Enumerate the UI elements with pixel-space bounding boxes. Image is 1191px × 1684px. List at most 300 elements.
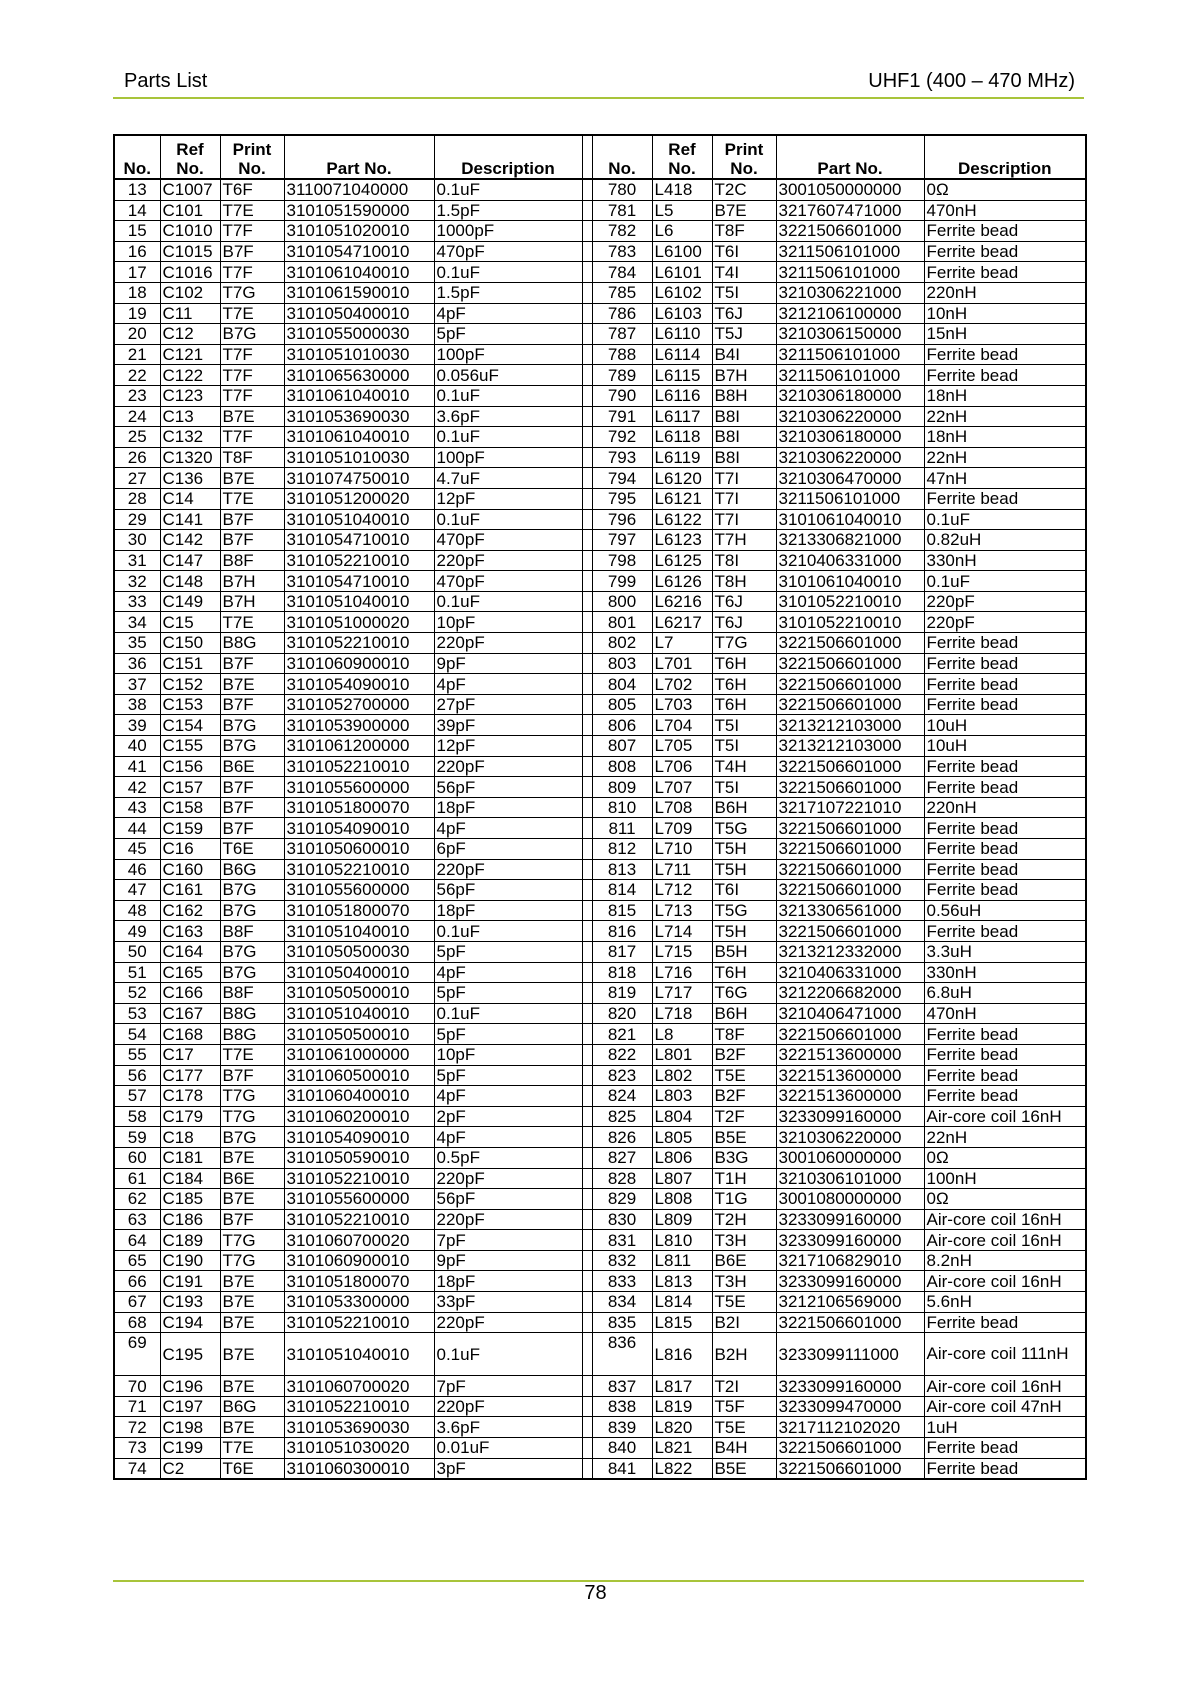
cell-left-no: 49 xyxy=(114,921,160,942)
cell-left-part-no: 3110071040000 xyxy=(284,179,434,200)
cell-left-description: 0.1uF xyxy=(434,1333,582,1376)
cell-right-print-no: T8H xyxy=(712,571,776,592)
cell-left-description: 1000pF xyxy=(434,221,582,242)
cell-left-description: 220pF xyxy=(434,1396,582,1417)
cell-left-description: 0.1uF xyxy=(434,509,582,530)
table-row xyxy=(114,756,1086,777)
table-row xyxy=(114,962,1086,983)
cell-left-description: 18pF xyxy=(434,1271,582,1292)
cell-left-ref-no: C102 xyxy=(160,282,220,303)
cell-right-print-no: T5H xyxy=(712,921,776,942)
cell-left-no: 74 xyxy=(114,1458,160,1479)
cell-left-no: 73 xyxy=(114,1438,160,1459)
cell-right-print-no: B3G xyxy=(712,1147,776,1168)
cell-right-print-no: B4I xyxy=(712,344,776,365)
table-row xyxy=(114,282,1086,303)
cell-left-description: 1.5pF xyxy=(434,282,582,303)
cell-left-ref-no: C158 xyxy=(160,797,220,818)
table-row xyxy=(114,179,1086,200)
cell-right-description: Ferrite bead xyxy=(924,262,1086,283)
cell-right-description: Ferrite bead xyxy=(924,1044,1086,1065)
cell-right-part-no: 3233099111000 xyxy=(776,1333,924,1376)
column-separator xyxy=(582,736,592,757)
cell-left-part-no: 3101061200000 xyxy=(284,736,434,757)
column-separator xyxy=(582,921,592,942)
cell-left-print-no: T7F xyxy=(220,221,284,242)
cell-left-description: 5pF xyxy=(434,1024,582,1045)
cell-right-no: 819 xyxy=(592,983,652,1004)
cell-left-ref-no: C163 xyxy=(160,921,220,942)
cell-right-print-no: T6H xyxy=(712,694,776,715)
cell-left-ref-no: C101 xyxy=(160,200,220,221)
cell-right-no: 810 xyxy=(592,797,652,818)
cell-right-description: Air-core coil 111nH xyxy=(924,1333,1086,1376)
table-row xyxy=(114,1458,1086,1479)
cell-left-part-no: 3101050590010 xyxy=(284,1147,434,1168)
cell-left-ref-no: C1010 xyxy=(160,221,220,242)
cell-right-print-no: T5G xyxy=(712,900,776,921)
cell-right-no: 804 xyxy=(592,674,652,695)
cell-right-print-no: T6H xyxy=(712,674,776,695)
cell-right-description: Ferrite bead xyxy=(924,653,1086,674)
cell-right-description: Air-core coil 16nH xyxy=(924,1271,1086,1292)
table-row xyxy=(114,653,1086,674)
cell-left-no: 27 xyxy=(114,468,160,489)
cell-left-no: 19 xyxy=(114,303,160,324)
cell-right-description: 220nH xyxy=(924,282,1086,303)
cell-right-no: 832 xyxy=(592,1250,652,1271)
cell-right-part-no: 3233099160000 xyxy=(776,1106,924,1127)
cell-left-description: 10pF xyxy=(434,1044,582,1065)
cell-left-description: 4pF xyxy=(434,1086,582,1107)
cell-right-part-no: 3210306221000 xyxy=(776,282,924,303)
cell-left-print-no: T7G xyxy=(220,1086,284,1107)
cell-right-part-no: 3217112102020 xyxy=(776,1417,924,1438)
cell-left-print-no: T7E xyxy=(220,1044,284,1065)
cell-right-description: 22nH xyxy=(924,447,1086,468)
cell-left-no: 36 xyxy=(114,653,160,674)
cell-right-print-no: T4H xyxy=(712,756,776,777)
cell-right-part-no: 3101061040010 xyxy=(776,509,924,530)
cell-right-part-no: 3221506601000 xyxy=(776,756,924,777)
cell-left-ref-no: C162 xyxy=(160,900,220,921)
cell-left-print-no: T7E xyxy=(220,612,284,633)
cell-left-print-no: T7G xyxy=(220,1250,284,1271)
cell-right-no: 817 xyxy=(592,941,652,962)
cell-left-description: 2pF xyxy=(434,1106,582,1127)
cell-right-part-no: 3217107221010 xyxy=(776,797,924,818)
cell-left-description: 4pF xyxy=(434,674,582,695)
col-header-print-no: Print No. xyxy=(712,135,776,179)
cell-left-part-no: 3101051040010 xyxy=(284,1003,434,1024)
cell-left-ref-no: C186 xyxy=(160,1209,220,1230)
cell-right-ref-no: L6117 xyxy=(652,406,712,427)
cell-left-print-no: B7H xyxy=(220,571,284,592)
cell-left-description: 0.1uF xyxy=(434,921,582,942)
cell-left-part-no: 3101052210010 xyxy=(284,756,434,777)
column-separator xyxy=(582,1044,592,1065)
cell-left-ref-no: C15 xyxy=(160,612,220,633)
table-row xyxy=(114,715,1086,736)
cell-left-print-no: T6E xyxy=(220,839,284,860)
cell-left-part-no: 3101053300000 xyxy=(284,1292,434,1313)
cell-right-ref-no: L803 xyxy=(652,1086,712,1107)
cell-left-ref-no: C193 xyxy=(160,1292,220,1313)
cell-right-no: 802 xyxy=(592,633,652,654)
cell-right-description: 10uH xyxy=(924,715,1086,736)
cell-left-part-no: 3101052210010 xyxy=(284,1168,434,1189)
cell-right-part-no: 3210306220000 xyxy=(776,1127,924,1148)
cell-right-ref-no: L822 xyxy=(652,1458,712,1479)
cell-right-ref-no: L6115 xyxy=(652,365,712,386)
cell-left-no: 20 xyxy=(114,324,160,345)
cell-right-print-no: B8I xyxy=(712,406,776,427)
cell-left-no: 62 xyxy=(114,1189,160,1210)
cell-right-description: Ferrite bead xyxy=(924,674,1086,695)
cell-left-no: 21 xyxy=(114,344,160,365)
cell-left-part-no: 3101054710010 xyxy=(284,530,434,551)
column-separator xyxy=(582,488,592,509)
cell-right-ref-no: L718 xyxy=(652,1003,712,1024)
cell-left-print-no: B7F xyxy=(220,818,284,839)
table-row xyxy=(114,303,1086,324)
cell-left-ref-no: C132 xyxy=(160,427,220,448)
column-separator xyxy=(582,983,592,1004)
cell-left-description: 5pF xyxy=(434,1065,582,1086)
cell-left-ref-no: C191 xyxy=(160,1271,220,1292)
cell-left-no: 61 xyxy=(114,1168,160,1189)
cell-left-no: 23 xyxy=(114,385,160,406)
cell-left-description: 56pF xyxy=(434,777,582,798)
cell-right-no: 785 xyxy=(592,282,652,303)
cell-right-ref-no: L808 xyxy=(652,1189,712,1210)
cell-right-print-no: T6I xyxy=(712,241,776,262)
cell-right-description: 18nH xyxy=(924,427,1086,448)
cell-right-ref-no: L6217 xyxy=(652,612,712,633)
cell-right-part-no: 3101052210010 xyxy=(776,591,924,612)
cell-right-ref-no: L701 xyxy=(652,653,712,674)
cell-left-part-no: 3101054710010 xyxy=(284,571,434,592)
cell-left-part-no: 3101052210010 xyxy=(284,859,434,880)
cell-left-print-no: B6G xyxy=(220,859,284,880)
cell-left-no: 59 xyxy=(114,1127,160,1148)
cell-right-no: 814 xyxy=(592,880,652,901)
cell-left-part-no: 3101050500010 xyxy=(284,983,434,1004)
cell-left-part-no: 3101051800070 xyxy=(284,797,434,818)
table-row xyxy=(114,818,1086,839)
cell-left-description: 5pF xyxy=(434,324,582,345)
cell-right-ref-no: L6 xyxy=(652,221,712,242)
cell-right-no: 830 xyxy=(592,1209,652,1230)
cell-right-description: Ferrite bead xyxy=(924,1024,1086,1045)
cell-left-part-no: 3101060200010 xyxy=(284,1106,434,1127)
cell-left-no: 51 xyxy=(114,962,160,983)
cell-right-ref-no: L716 xyxy=(652,962,712,983)
cell-right-ref-no: L806 xyxy=(652,1147,712,1168)
cell-left-no: 69 xyxy=(114,1333,160,1376)
cell-right-ref-no: L810 xyxy=(652,1230,712,1251)
cell-right-ref-no: L820 xyxy=(652,1417,712,1438)
table-row xyxy=(114,509,1086,530)
cell-left-print-no: T6F xyxy=(220,179,284,200)
cell-left-ref-no: C151 xyxy=(160,653,220,674)
cell-left-description: 0.1uF xyxy=(434,179,582,200)
column-separator xyxy=(582,135,592,179)
cell-left-description: 0.056uF xyxy=(434,365,582,386)
cell-left-ref-no: C156 xyxy=(160,756,220,777)
cell-right-no: 818 xyxy=(592,962,652,983)
cell-right-description: 6.8uH xyxy=(924,983,1086,1004)
cell-right-part-no: 3221506601000 xyxy=(776,674,924,695)
table-row xyxy=(114,797,1086,818)
cell-right-part-no: 3221506601000 xyxy=(776,221,924,242)
cell-right-no: 794 xyxy=(592,468,652,489)
table-row xyxy=(114,1209,1086,1230)
column-separator xyxy=(582,365,592,386)
cell-left-print-no: T7E xyxy=(220,303,284,324)
cell-left-print-no: B7E xyxy=(220,1376,284,1397)
cell-left-ref-no: C2 xyxy=(160,1458,220,1479)
cell-right-description: 0.56uH xyxy=(924,900,1086,921)
cell-right-description: Ferrite bead xyxy=(924,1312,1086,1333)
cell-left-description: 0.01uF xyxy=(434,1438,582,1459)
cell-right-print-no: T1G xyxy=(712,1189,776,1210)
column-separator xyxy=(582,797,592,818)
column-separator xyxy=(582,839,592,860)
cell-right-part-no: 3217106829010 xyxy=(776,1250,924,1271)
cell-right-part-no: 3221506601000 xyxy=(776,694,924,715)
cell-left-description: 4pF xyxy=(434,962,582,983)
cell-left-print-no: B7F xyxy=(220,694,284,715)
cell-right-description: 3.3uH xyxy=(924,941,1086,962)
cell-left-description: 470pF xyxy=(434,571,582,592)
cell-left-part-no: 3101051040010 xyxy=(284,509,434,530)
page-number: 78 xyxy=(584,1582,607,1604)
cell-left-print-no: B7E xyxy=(220,674,284,695)
cell-right-ref-no: L819 xyxy=(652,1396,712,1417)
cell-right-ref-no: L710 xyxy=(652,839,712,860)
cell-right-part-no: 3221506601000 xyxy=(776,1312,924,1333)
cell-left-part-no: 3101051000020 xyxy=(284,612,434,633)
cell-left-no: 40 xyxy=(114,736,160,757)
cell-right-description: Ferrite bead xyxy=(924,1458,1086,1479)
cell-right-print-no: T5E xyxy=(712,1417,776,1438)
table-row xyxy=(114,200,1086,221)
cell-right-description: Ferrite bead xyxy=(924,241,1086,262)
cell-left-ref-no: C199 xyxy=(160,1438,220,1459)
column-separator xyxy=(582,509,592,530)
cell-left-print-no: B8G xyxy=(220,1003,284,1024)
cell-left-ref-no: C17 xyxy=(160,1044,220,1065)
cell-left-ref-no: C147 xyxy=(160,550,220,571)
cell-left-part-no: 3101061000000 xyxy=(284,1044,434,1065)
table-row xyxy=(114,694,1086,715)
cell-left-ref-no: C153 xyxy=(160,694,220,715)
table-row xyxy=(114,1271,1086,1292)
cell-right-no: 795 xyxy=(592,488,652,509)
cell-right-no: 803 xyxy=(592,653,652,674)
cell-right-part-no: 3213306561000 xyxy=(776,900,924,921)
cell-right-ref-no: L707 xyxy=(652,777,712,798)
cell-left-part-no: 3101051590000 xyxy=(284,200,434,221)
cell-left-print-no: T8F xyxy=(220,447,284,468)
table-row xyxy=(114,1230,1086,1251)
cell-left-ref-no: C18 xyxy=(160,1127,220,1148)
cell-right-description: 15nH xyxy=(924,324,1086,345)
cell-left-ref-no: C166 xyxy=(160,983,220,1004)
cell-right-ref-no: L6119 xyxy=(652,447,712,468)
table-row xyxy=(114,365,1086,386)
cell-left-description: 0.1uF xyxy=(434,385,582,406)
cell-left-ref-no: C190 xyxy=(160,1250,220,1271)
cell-right-description: 220pF xyxy=(924,591,1086,612)
cell-right-ref-no: L817 xyxy=(652,1376,712,1397)
cell-left-no: 46 xyxy=(114,859,160,880)
cell-right-print-no: T3H xyxy=(712,1271,776,1292)
cell-right-ref-no: L8 xyxy=(652,1024,712,1045)
cell-left-no: 22 xyxy=(114,365,160,386)
cell-left-print-no: B8G xyxy=(220,1024,284,1045)
cell-right-part-no: 3221513600000 xyxy=(776,1065,924,1086)
cell-left-part-no: 3101053900000 xyxy=(284,715,434,736)
cell-left-print-no: B7G xyxy=(220,962,284,983)
col-header-print-no: Print No. xyxy=(220,135,284,179)
cell-left-print-no: B8F xyxy=(220,550,284,571)
column-separator xyxy=(582,1147,592,1168)
column-separator xyxy=(582,1312,592,1333)
cell-right-part-no: 3221506601000 xyxy=(776,633,924,654)
column-separator xyxy=(582,1438,592,1459)
column-separator xyxy=(582,1127,592,1148)
column-separator xyxy=(582,756,592,777)
cell-right-description: 22nH xyxy=(924,1127,1086,1148)
cell-left-print-no: B7F xyxy=(220,797,284,818)
cell-right-description: 470nH xyxy=(924,1003,1086,1024)
table-row xyxy=(114,1003,1086,1024)
cell-left-description: 7pF xyxy=(434,1376,582,1397)
column-separator xyxy=(582,1333,592,1376)
cell-right-part-no: 3221513600000 xyxy=(776,1044,924,1065)
cell-left-ref-no: C154 xyxy=(160,715,220,736)
col-header-no: No. xyxy=(114,135,160,179)
table-row xyxy=(114,1438,1086,1459)
cell-right-no: 807 xyxy=(592,736,652,757)
cell-right-part-no: 3221513600000 xyxy=(776,1086,924,1107)
cell-left-part-no: 3101050400010 xyxy=(284,303,434,324)
cell-right-description: 5.6nH xyxy=(924,1292,1086,1313)
cell-left-no: 64 xyxy=(114,1230,160,1251)
cell-left-no: 30 xyxy=(114,530,160,551)
cell-right-part-no: 3001080000000 xyxy=(776,1189,924,1210)
cell-right-no: 787 xyxy=(592,324,652,345)
column-separator xyxy=(582,633,592,654)
column-separator xyxy=(582,591,592,612)
cell-right-print-no: B6H xyxy=(712,797,776,818)
cell-left-ref-no: C13 xyxy=(160,406,220,427)
cell-left-part-no: 3101050400010 xyxy=(284,962,434,983)
column-separator xyxy=(582,1376,592,1397)
cell-right-ref-no: L712 xyxy=(652,880,712,901)
cell-left-part-no: 3101053690030 xyxy=(284,1417,434,1438)
table-row xyxy=(114,488,1086,509)
cell-left-ref-no: C165 xyxy=(160,962,220,983)
table-row xyxy=(114,1292,1086,1313)
cell-right-print-no: B8H xyxy=(712,385,776,406)
cell-right-part-no: 3221506601000 xyxy=(776,921,924,942)
cell-right-part-no: 3210406331000 xyxy=(776,550,924,571)
cell-right-no: 781 xyxy=(592,200,652,221)
cell-left-description: 0.1uF xyxy=(434,427,582,448)
cell-right-part-no: 3001060000000 xyxy=(776,1147,924,1168)
cell-right-no: 822 xyxy=(592,1044,652,1065)
cell-right-part-no: 3210406471000 xyxy=(776,1003,924,1024)
cell-right-ref-no: L813 xyxy=(652,1271,712,1292)
cell-left-print-no: B7F xyxy=(220,777,284,798)
cell-left-description: 220pF xyxy=(434,1312,582,1333)
cell-right-description: 220nH xyxy=(924,797,1086,818)
cell-right-part-no: 3001050000000 xyxy=(776,179,924,200)
cell-left-no: 56 xyxy=(114,1065,160,1086)
column-separator xyxy=(582,530,592,551)
table-row xyxy=(114,344,1086,365)
cell-left-no: 29 xyxy=(114,509,160,530)
cell-right-ref-no: L816 xyxy=(652,1333,712,1376)
cell-left-part-no: 3101055000030 xyxy=(284,324,434,345)
cell-right-no: 800 xyxy=(592,591,652,612)
cell-left-print-no: B7E xyxy=(220,1189,284,1210)
cell-right-no: 840 xyxy=(592,1438,652,1459)
table-row xyxy=(114,324,1086,345)
cell-right-no: 809 xyxy=(592,777,652,798)
cell-right-print-no: T5F xyxy=(712,1396,776,1417)
cell-right-no: 788 xyxy=(592,344,652,365)
cell-left-print-no: B7G xyxy=(220,941,284,962)
table-row xyxy=(114,447,1086,468)
cell-left-part-no: 3101061040010 xyxy=(284,427,434,448)
cell-right-part-no: 3221506601000 xyxy=(776,839,924,860)
cell-left-no: 31 xyxy=(114,550,160,571)
table-header-row xyxy=(114,135,1086,179)
table-row xyxy=(114,1024,1086,1045)
column-separator xyxy=(582,1065,592,1086)
cell-right-no: 805 xyxy=(592,694,652,715)
cell-right-print-no: T5I xyxy=(712,736,776,757)
col-header-no: No. xyxy=(592,135,652,179)
cell-right-print-no: T8I xyxy=(712,550,776,571)
cell-left-part-no: 3101051800070 xyxy=(284,1271,434,1292)
cell-left-ref-no: C195 xyxy=(160,1333,220,1376)
cell-left-print-no: B7G xyxy=(220,736,284,757)
cell-right-description: Air-core coil 47nH xyxy=(924,1396,1086,1417)
cell-right-print-no: T6G xyxy=(712,983,776,1004)
cell-right-print-no: B6H xyxy=(712,1003,776,1024)
cell-right-part-no: 3221506601000 xyxy=(776,777,924,798)
cell-left-description: 6pF xyxy=(434,839,582,860)
cell-left-no: 50 xyxy=(114,941,160,962)
cell-left-no: 43 xyxy=(114,797,160,818)
cell-right-ref-no: L6126 xyxy=(652,571,712,592)
table-row xyxy=(114,530,1086,551)
cell-right-no: 821 xyxy=(592,1024,652,1045)
cell-right-no: 782 xyxy=(592,221,652,242)
cell-right-print-no: T6I xyxy=(712,880,776,901)
cell-left-no: 15 xyxy=(114,221,160,242)
table-row xyxy=(114,427,1086,448)
column-separator xyxy=(582,880,592,901)
cell-right-print-no: B4H xyxy=(712,1438,776,1459)
cell-right-print-no: T7I xyxy=(712,488,776,509)
cell-left-description: 10pF xyxy=(434,612,582,633)
